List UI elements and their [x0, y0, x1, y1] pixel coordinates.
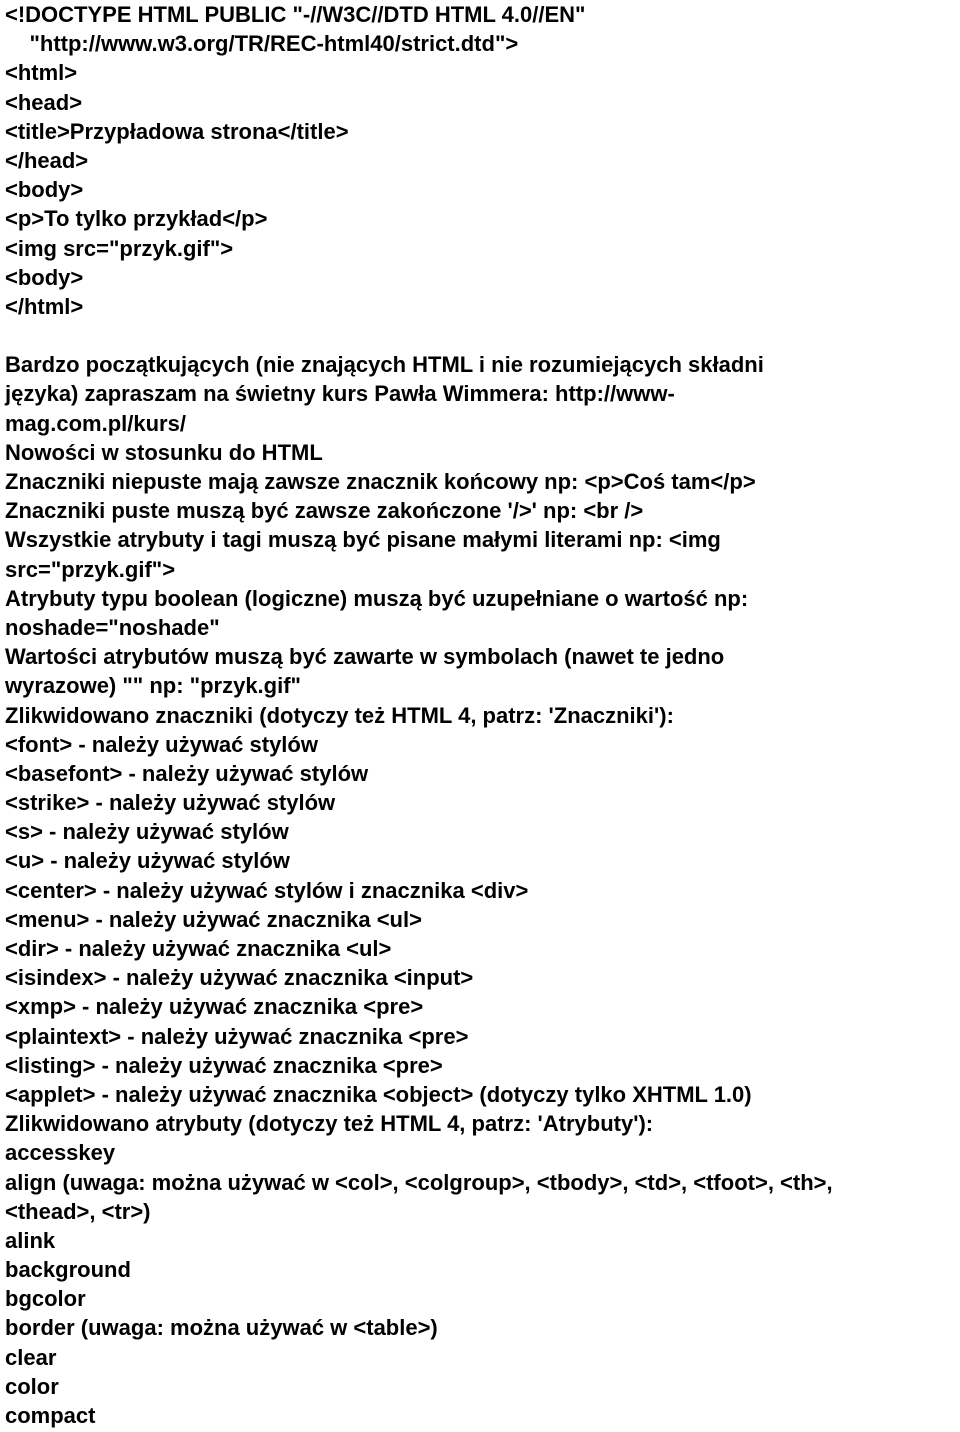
section-heading: Zlikwidowano znaczniki (dotyczy też HTML 4, patrz: 'Znaczniki'): — [5, 702, 674, 728]
text-line: Znaczniki puste muszą być zawsze zakończone '/>' np: <br /> — [5, 498, 644, 524]
text-line: mag.com.pl/kurs/ — [5, 410, 186, 436]
code-line: </html> — [5, 293, 84, 319]
list-item: border (uwaga: można używać w <table>) — [5, 1315, 438, 1341]
text-line: Wartości atrybutów muszą być zawarte w symbolach (nawet te jedno — [5, 644, 725, 670]
text-line: Bardzo początkujących (nie znających HTML i nie rozumiejących składni — [5, 352, 764, 378]
text-line: noshade="noshade" — [5, 614, 220, 640]
list-item: align (uwaga: można używać w <col>, <colgroup>, <tbody>, <td>, <tfoot>, <th>, — [5, 1169, 833, 1195]
code-line: </head> — [5, 147, 89, 173]
code-line: <body> — [5, 177, 84, 203]
list-item: <isindex> - należy używać znacznika <input> — [5, 965, 474, 991]
list-item: <plaintext> - należy używać znacznika <pre> — [5, 1023, 469, 1049]
list-item: <menu> - należy używać znacznika <ul> — [5, 906, 422, 932]
list-item: <font> - należy używać stylów — [5, 731, 318, 757]
code-line: <title>Przypładowa strona</title> — [5, 118, 349, 144]
list-item: <dir> - należy używać znacznika <ul> — [5, 936, 392, 961]
list-item: accesskey — [5, 1140, 116, 1166]
code-line: <!DOCTYPE HTML PUBLIC "-//W3C//DTD HTML 4.0//EN" — [5, 2, 586, 27]
list-item: clear — [5, 1344, 57, 1370]
list-item: <listing> - należy używać znacznika <pre> — [5, 1052, 443, 1078]
code-line: <p>To tylko przykład</p> — [5, 206, 268, 232]
code-line: "http://www.w3.org/TR/REC-html40/strict.dtd"> — [5, 31, 519, 57]
text-line: Znaczniki niepuste mają zawsze znacznik końcowy np: <p>Coś tam</p> — [5, 469, 756, 494]
code-line: <img src="przyk.gif"> — [5, 235, 234, 261]
section-heading: Zlikwidowano atrybuty (dotyczy też HTML 4, patrz: 'Atrybuty'): — [5, 1111, 654, 1137]
list-item: <thead>, <tr>) — [5, 1198, 151, 1224]
list-item: <s> - należy używać stylów — [5, 819, 289, 845]
text-line: src="przyk.gif"> — [5, 556, 176, 582]
text-line: języka) zapraszam na świetny kurs Pawła Wimmera: http://www- — [5, 381, 675, 407]
html-code-example — [5, 0, 960, 321]
list-item: bgcolor — [5, 1286, 86, 1312]
list-item: alink — [5, 1227, 56, 1253]
list-item: <center> - należy używać stylów i znacznika <div> — [5, 877, 529, 903]
list-item: color — [5, 1373, 59, 1399]
text-line: Atrybuty typu boolean (logiczne) muszą być uzupełniane o wartość np: — [5, 585, 749, 611]
list-item: <applet> - należy używać znacznika <object> (dotyczy tylko XHTML 1.0) — [5, 1081, 752, 1107]
code-line: <body> — [5, 264, 84, 290]
list-item: <basefont> - należy używać stylów — [5, 760, 369, 786]
code-line: <head> — [5, 89, 83, 115]
list-item: <u> - należy używać stylów — [5, 848, 290, 874]
blank-line — [5, 321, 960, 350]
list-item: compact — [5, 1403, 96, 1428]
section-heading: Nowości w stosunku do HTML — [5, 439, 323, 465]
document-body-text — [5, 350, 960, 1430]
text-line: wyrazowe) "" np: "przyk.gif" — [5, 673, 301, 699]
list-item: <strike> - należy używać stylów — [5, 790, 336, 816]
text-line: Wszystkie atrybuty i tagi muszą być pisane małymi literami np: <img — [5, 527, 721, 553]
code-line: <html> — [5, 60, 78, 86]
list-item: background — [5, 1257, 131, 1283]
list-item: <xmp> - należy używać znacznika <pre> — [5, 994, 424, 1020]
document-page — [5, 0, 960, 1430]
